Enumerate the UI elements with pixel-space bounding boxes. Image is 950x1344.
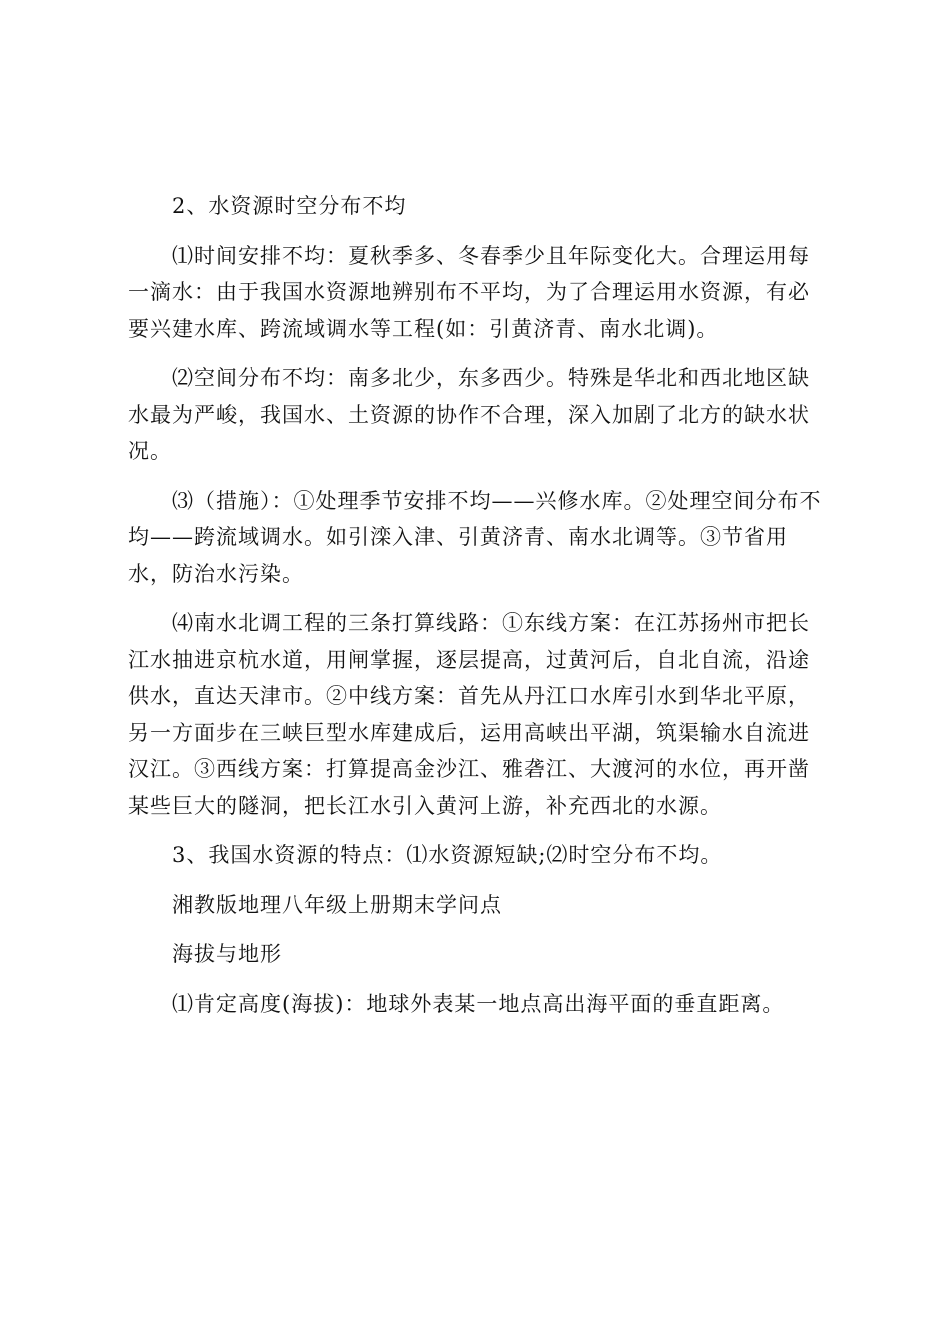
section-heading-water-distribution: 2、水资源时空分布不均 (172, 194, 407, 218)
section-heading-altitude-terrain: 海拔与地形 (172, 942, 282, 966)
section-title-final-exam-points: 湘教版地理八年级上册期末学问点 (172, 892, 502, 917)
paragraph-south-north-water-transfer: ⑷南水北调工程的三条打算线路：①东线方案：在江苏扬州市把长江水抽进京杭水道，用闸掌握，逐层提高，过黄河后，自北自流，沿途供水，直达天津市。②中线方案：首先从丹江口水库引水到华北平原，另一方面步在三峡巨型水库建成后，运用高峡出平湖，筑渠输水自流进汉江。③西线方案：打算提高金沙江、雅砻江、大渡河的水位，再开凿某些巨大的隧洞，把长江水引入黄河上游，补充西北的水源。 (128, 611, 810, 818)
paragraph-space-distribution: ⑵空间分布不均：南多北少，东多西少。特殊是华北和西北地区缺水最为严峻，我国水、土资源的协作不合理，深入加剧了北方的缺水状况。 (128, 366, 810, 463)
paragraph-measures: ⑶（措施）：①处理季节安排不均——兴修水库。②处理空间分布不均——跨流域调水。如引滦入津、引黄济青、南水北调等。③节省用水，防治水污染。 (128, 488, 822, 586)
paragraph-water-resource-features: 3、我国水资源的特点：⑴水资源短缺;⑵时空分布不均。 (172, 843, 723, 867)
paragraph-absolute-height: ⑴肯定高度(海拔)：地球外表某一地点高出海平面的垂直距离。 (172, 991, 785, 1016)
document-body (128, 188, 828, 1022)
paragraph-time-distribution: ⑴时间安排不均：夏秋季多、冬春季少且年际变化大。合理运用每一滴水：由于我国水资源地辨别布不平均，为了合理运用水资源，有必要兴建水库、跨流域调水等工程(如：引黄济青、南水北调)。 (128, 243, 810, 341)
